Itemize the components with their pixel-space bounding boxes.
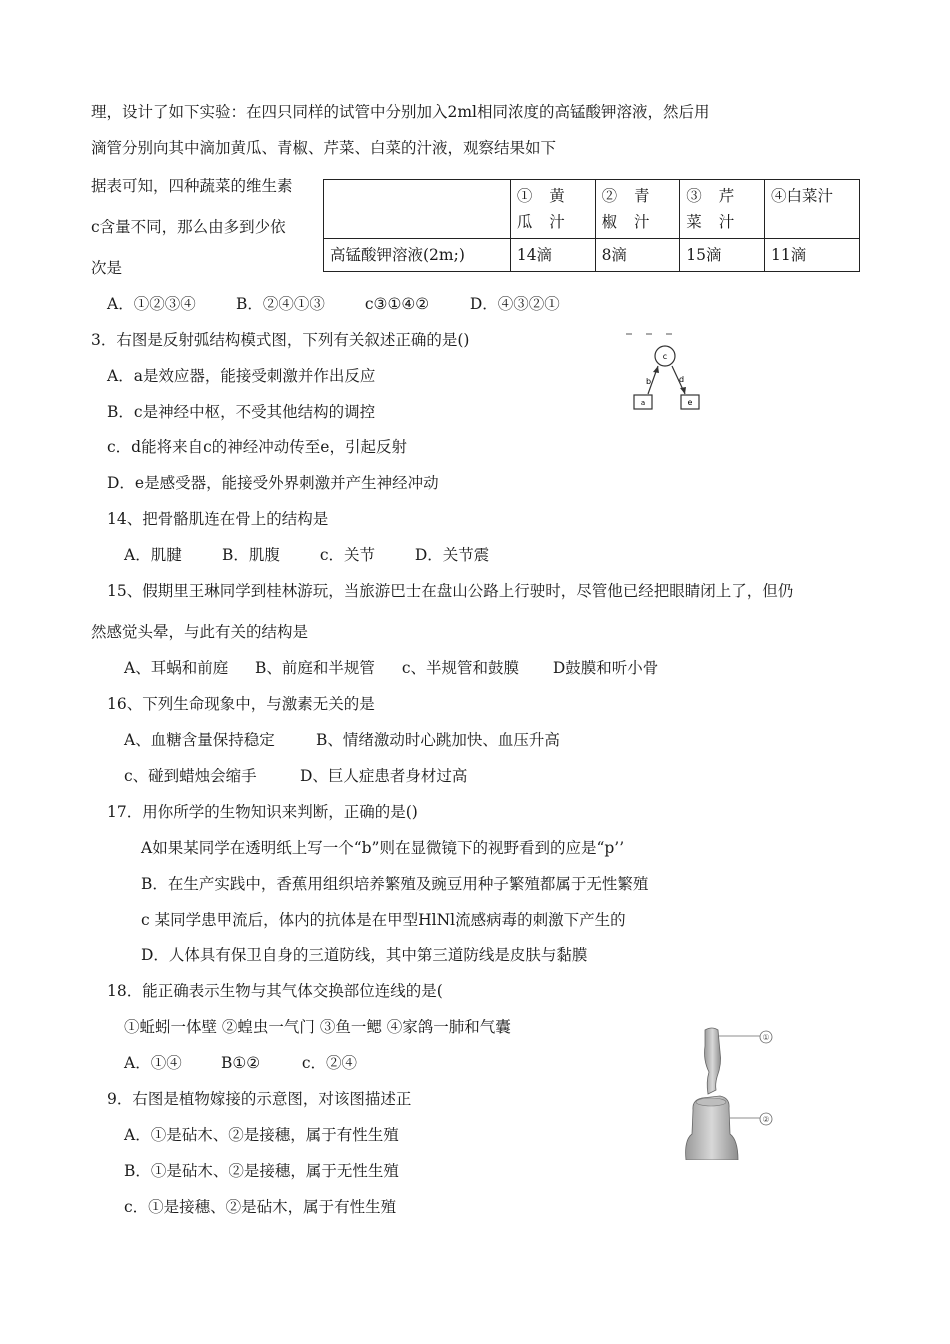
intro-side-line-3: 次是 (91, 259, 123, 277)
table-header-cucumber: ① 黄 瓜 汁 (510, 180, 595, 239)
option-b: B①② (220, 1054, 261, 1072)
q16-stem: 16、下列生命现象中，与激素无关的是 (107, 695, 375, 713)
q18-items: ①蚯蚓一体壁 ②蝗虫一气门 ③鱼一鳃 ④家鸽一肺和气囊 (124, 1018, 511, 1036)
option-d: D．关节震 (414, 546, 490, 564)
q14-options (124, 545, 489, 565)
option-d: D．④③②① (469, 295, 560, 313)
option-c: c．关节 (319, 546, 376, 564)
table-header-empty (324, 180, 511, 239)
table-cell: 8滴 (595, 239, 680, 272)
q3-stem: 3．右图是反射弧结构模式图，下列有关叙述正确的是() (91, 331, 470, 349)
option-c: c③①④② (364, 295, 430, 313)
q17-option-a: A如果某同学在透明纸上写一个“b”则在显微镜下的视野看到的应是“p’’ (141, 839, 625, 857)
q3-option-a: A．a是效应器，能接受刺激并作出反应 (107, 367, 376, 385)
fig-label-1: ① (762, 1033, 770, 1042)
q9-stem: 9．右图是植物嫁接的示意图，对该图描述正 (107, 1090, 412, 1108)
q16-option-b: B、情绪激动时心跳加快、血压升高 (316, 731, 560, 749)
fig-label-d: d (679, 375, 685, 384)
reflex-arc-figure (620, 328, 730, 418)
option-c: c．②④ (301, 1054, 358, 1072)
option-a: A．肌腱 (124, 546, 182, 564)
q16-option-d: D、巨人症患者身材过高 (300, 767, 468, 785)
option-d: D鼓膜和听小骨 (552, 659, 659, 677)
option-a: A．①②③④ (107, 295, 196, 313)
q3-option-d: D．e是感受器，能接受外界刺激并产生神经冲动 (107, 474, 439, 492)
experiment-table (323, 179, 860, 272)
grafting-figure (672, 1022, 788, 1160)
option-b: B．②④①③ (235, 295, 325, 313)
intro-line-2: 滴管分别向其中滴加黄瓜、青椒、芹菜、白菜的汁液，观察结果如下 (91, 139, 557, 157)
option-a: A．①④ (124, 1054, 182, 1072)
option-b: B．肌腹 (221, 546, 280, 564)
table-header-celery: ③ 芹 菜 汁 (680, 180, 765, 239)
table-row-label: 高锰酸钾溶液(2m;) (324, 239, 511, 272)
q15-stem-line-2: 然感觉头晕，与此有关的结构是 (91, 623, 309, 641)
table-cell: 11滴 (765, 239, 860, 272)
q16-option-a: A、血糖含量保持稳定 (124, 731, 275, 749)
fig-label-e: e (687, 398, 693, 407)
option-a: A、耳蜗和前庭 (124, 659, 229, 677)
q17-stem: 17．用你所学的生物知识来判断，正确的是() (107, 803, 418, 821)
table-header-cabbage: ④白菜汁 (765, 180, 860, 239)
fig-label-a: a (640, 399, 646, 407)
q15-options (124, 658, 658, 678)
table-row (324, 239, 860, 272)
intro-side-line-2: c含量不同，那么由多到少依 (91, 218, 286, 236)
q18-options (124, 1053, 357, 1073)
intro-line-1: 理，设计了如下实验：在四只同样的试管中分别加入2ml相同浓度的高锰酸钾溶液，然后用 (91, 103, 710, 121)
fig-label-b: b (646, 377, 652, 386)
q17-option-d: D．人体具有保卫自身的三道防线，其中第三道防线是皮肤与黏膜 (141, 946, 588, 964)
prev-question-options (107, 294, 560, 314)
table-cell: 14滴 (510, 239, 595, 272)
q9-option-a: A．①是砧木、②是接穗，属于有性生殖 (124, 1126, 399, 1144)
q18-stem: 18．能正确表示生物与其气体交换部位连线的是( (107, 982, 443, 1000)
q9-option-c: c．①是接穗、②是砧木，属于有性生殖 (124, 1198, 397, 1216)
q15-stem-line-1: 15、假期里王琳同学到桂林游玩，当旅游巴士在盘山公路上行驶时，尽管他已经把眼睛闭上了，但仍 (107, 582, 794, 600)
q9-option-b: B．①是砧木、②是接穗，属于无性生殖 (124, 1162, 399, 1180)
q14-stem: 14、把骨骼肌连在骨上的结构是 (107, 510, 329, 528)
q17-option-b: B．在生产实践中，香蕉用组织培养繁殖及豌豆用种子繁殖都属于无性繁殖 (141, 875, 649, 893)
q3-option-c: c．d能将来自c的神经冲动传至e，引起反射 (107, 438, 407, 456)
option-b: B、前庭和半规管 (254, 659, 375, 677)
intro-side-line-1: 据表可知，四种蔬菜的维生素 (91, 177, 293, 195)
q16-option-c: c、碰到蜡烛会缩手 (124, 767, 257, 785)
table-cell: 15滴 (680, 239, 765, 272)
fig-label-2: ② (762, 1115, 770, 1124)
q3-option-b: B．c是神经中枢，不受其他结构的调控 (107, 403, 376, 421)
fig-label-c: c (662, 352, 668, 361)
option-c: c、半规管和鼓膜 (401, 659, 520, 677)
table-header-pepper: ② 青 椒 汁 (595, 180, 680, 239)
q17-option-c: c 某同学患甲流后，体内的抗体是在甲型HlNl流感病毒的刺激下产生的 (141, 911, 626, 929)
table-header-row (324, 180, 860, 239)
scion-shape (705, 1028, 721, 1094)
